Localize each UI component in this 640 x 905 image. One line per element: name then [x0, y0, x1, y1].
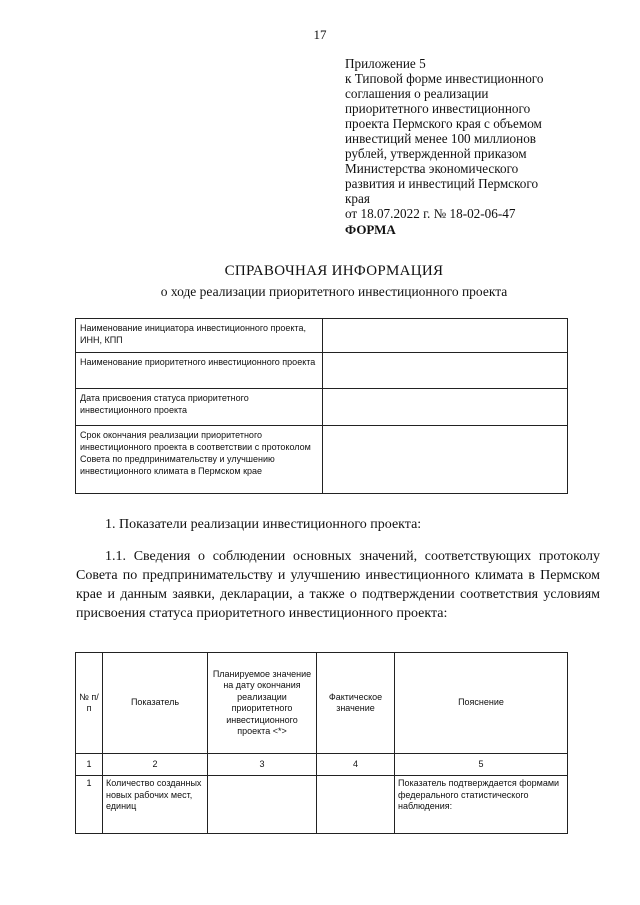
- info-label: Наименование инициатора инвестиционного проекта, ИНН, КПП: [76, 319, 323, 353]
- info-value[interactable]: [323, 389, 568, 426]
- appendix-line: края: [345, 191, 370, 206]
- document-subtitle: о ходе реализации приоритетного инвестиционного проекта: [160, 284, 508, 299]
- page-number: 17: [313, 27, 327, 42]
- column-number-row: [76, 754, 568, 776]
- appendix-line: соглашения о реализации: [345, 86, 489, 101]
- row-planned[interactable]: [208, 776, 317, 834]
- appendix-line: проекта Пермского края с объемом: [345, 116, 542, 131]
- column-number: 3: [208, 754, 317, 776]
- appendix-line: к Типовой форме инвестиционного: [345, 71, 544, 86]
- row-note: Показатель подтверждается формами федерального статистического наблюдения:: [395, 776, 568, 834]
- column-number: 5: [395, 754, 568, 776]
- section-heading: 1. Показатели реализации инвестиционного проекта:: [105, 517, 422, 532]
- column-number: 4: [317, 754, 395, 776]
- info-value[interactable]: [323, 426, 568, 494]
- row-actual[interactable]: [317, 776, 395, 834]
- info-value[interactable]: [323, 319, 568, 353]
- appendix-line: приоритетного инвестиционного: [345, 101, 531, 116]
- table-row: [76, 389, 568, 426]
- appendix-line: инвестиций менее 100 миллионов: [345, 131, 537, 146]
- header-note: Пояснение: [395, 653, 568, 754]
- appendix-line: от 18.07.2022 г. № 18-02-06-47: [345, 206, 516, 221]
- table-header-row: [76, 653, 568, 754]
- appendix-line: рублей, утвержденной приказом: [345, 146, 527, 161]
- column-number: 2: [103, 754, 208, 776]
- form-label: ФОРМА: [345, 222, 396, 237]
- indicators-table: [75, 652, 568, 834]
- appendix-line: развития и инвестиций Пермского: [345, 176, 539, 191]
- info-label: Срок окончания реализации приоритетного инвестиционного проекта в соответствии с протоколом Совета по предпринимательству и улучшению инвестиционного климата в Пермском крае: [76, 426, 323, 494]
- info-value[interactable]: [323, 353, 568, 389]
- table-row: [76, 319, 568, 353]
- info-label: Дата присвоения статуса приоритетного инвестиционного проекта: [76, 389, 323, 426]
- appendix-line: Министерства экономического: [345, 161, 519, 176]
- column-number: 1: [76, 754, 103, 776]
- header-planned: Планируемое значение на дату окончания реализации приоритетного инвестиционного проекта <*>: [208, 653, 317, 754]
- header-number: № п/п: [76, 653, 103, 754]
- table-row: [76, 353, 568, 389]
- document-title: СПРАВОЧНАЯ ИНФОРМАЦИЯ: [224, 263, 444, 279]
- paragraph-1-1: 1.1. Сведения о соблюдении основных значений, соответствующих протоколу Совета по предпринимательству и улучшению инвестиционного климата в Пермском крае и данным заявки, декларации, а также о подтверждении соответствия условиям присвоения статуса приоритетного инвестиционного проекта:: [76, 549, 600, 621]
- row-number: 1: [76, 776, 103, 834]
- table-row: [76, 426, 568, 494]
- row-indicator: Количество созданных новых рабочих мест, единиц: [103, 776, 208, 834]
- header-actual: Фактическое значение: [317, 653, 395, 754]
- appendix-line: Приложение 5: [345, 56, 426, 71]
- info-label: Наименование приоритетного инвестиционного проекта: [76, 353, 323, 389]
- table-row: [76, 776, 568, 834]
- project-info-table: [75, 318, 568, 494]
- appendix-block: [345, 56, 615, 221]
- header-indicator: Показатель: [103, 653, 208, 754]
